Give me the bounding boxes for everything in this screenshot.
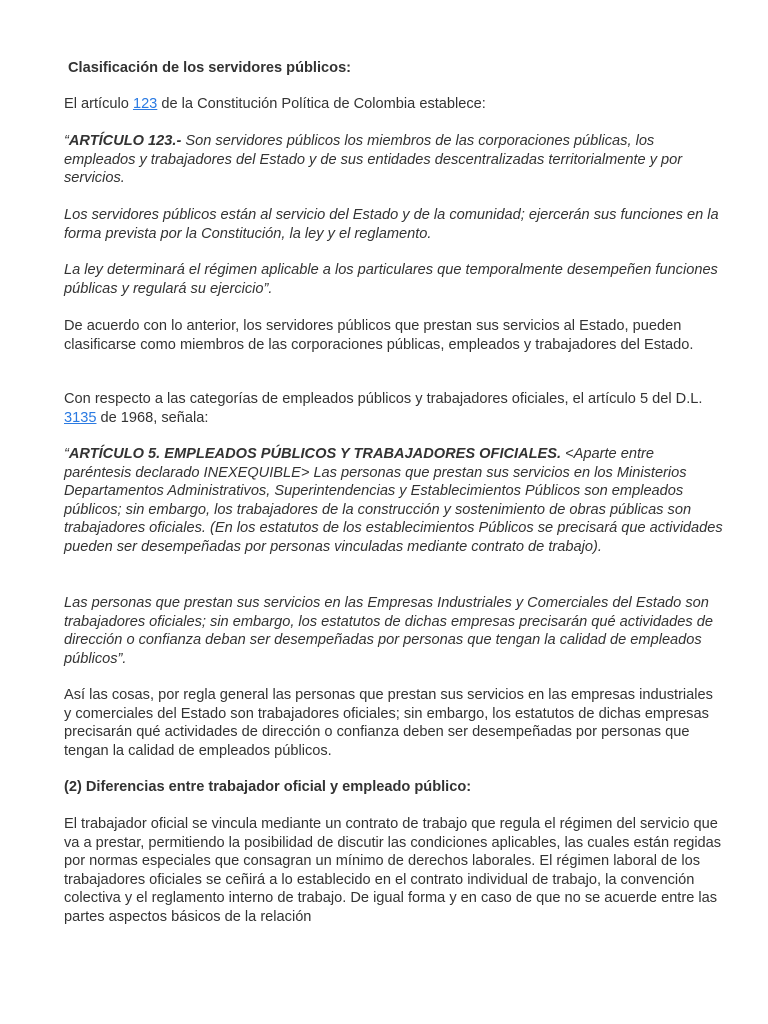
intro-text-after: de la Constitución Política de Colombia establece: xyxy=(157,96,486,112)
categorias-text-after: de 1968, señala: xyxy=(96,409,209,426)
categorias-text-before: Con respecto a las categorías de empleados públicos y trabajadores oficiales, el artículo 5 del D.L. xyxy=(64,391,703,407)
section-heading-clasificacion: Clasificación de los servidores públicos: xyxy=(68,60,352,76)
quote-article-123 xyxy=(64,132,724,188)
intro-text-before: El artículo xyxy=(64,96,133,112)
decree-3135-link[interactable]: 3135 xyxy=(64,409,97,426)
article-123-text: Son servidores públicos los miembros de las corporaciones públicas, los empleados y trabajadores del Estado y de sus entidades descentralizadas territorialmente y por servicios. xyxy=(64,133,683,186)
quote-paragraph-5: Las personas que prestan sus servicios en las Empresas Industriales y Comerciales del Estado son trabajadores oficiales; sin embargo, los estatutos de dichas empresas precisarán qué actividades de dirección o confianza deban ser desempeñadas por personas que tengan la calidad de empleados públicos”. xyxy=(64,595,713,667)
intro-paragraph xyxy=(64,95,724,114)
article-5-text: <Aparte entre paréntesis declarado INEXEQUIBLE> Las personas que prestan sus servicios en los Ministerios Departamentos Administrativos, Superintendencias y Establecimientos Públicos son empleados públicos; sin embargo, los trabajadores de la construcción y sostenimiento de obras públicas son trabajadores oficiales. (En los estatutos de los establecimientos Públicos se precisará que actividades pueden ser desempeñadas por personas vinculadas mediante contrato de trabajo). xyxy=(64,446,723,555)
quote-article-5 xyxy=(64,445,724,556)
quote-paragraph-3: La ley determinará el régimen aplicable a los particulares que temporalmente desempeñen funciones públicas y regulará su ejercicio”. xyxy=(64,262,718,297)
paragraph-regla-general: Así las cosas, por regla general las personas que prestan sus servicios en las empresas industriales y comerciales del Estado son trabajadores oficiales; sin embargo, los estatutos de dichas empresas precisarán qué actividades de dirección o confianza deben ser desempeñadas por personas que tengan la calidad de empleados públicos. xyxy=(64,687,713,759)
article-5-label: ARTÍCULO 5. EMPLEADOS PÚBLICOS Y TRABAJADORES OFICIALES. xyxy=(68,446,562,462)
paragraph-clasificacion: De acuerdo con lo anterior, los servidores públicos que prestan sus servicios al Estado, pueden clasificarse como miembros de las corporaciones públicas, empleados y trabajadores del Estado. xyxy=(64,318,694,353)
section-heading-diferencias: (2) Diferencias entre trabajador oficial y empleado público: xyxy=(64,779,472,795)
quote-paragraph-2: Los servidores públicos están al servicio del Estado y de la comunidad; ejercerán sus funciones en la forma prevista por la Constitución, la ley y el reglamento. xyxy=(64,207,719,242)
article-123-label: ARTÍCULO 123.- xyxy=(68,133,182,149)
article-123-link[interactable]: 123 xyxy=(132,96,158,112)
paragraph-trabajador-oficial: El trabajador oficial se vincula mediante un contrato de trabajo que regula el régimen del servicio que va a prestar, permitiendo la posibilidad de discutir las condiciones aplicables, las cuales están regidas por normas especiales que consagran un mínimo de derechos laborales. El régimen laboral de los trabajadores oficiales se ceñirá a lo establecido en el contrato individual de trabajo, la convención colectiva y el reglamento interno de trabajo. De igual forma y en caso de que no se acuerde entre las partes aspectos básicos de la relación xyxy=(64,816,722,925)
paragraph-categorias xyxy=(64,390,724,427)
quote-open-mark: “ xyxy=(64,446,69,462)
quote-open-mark: “ xyxy=(64,133,69,149)
